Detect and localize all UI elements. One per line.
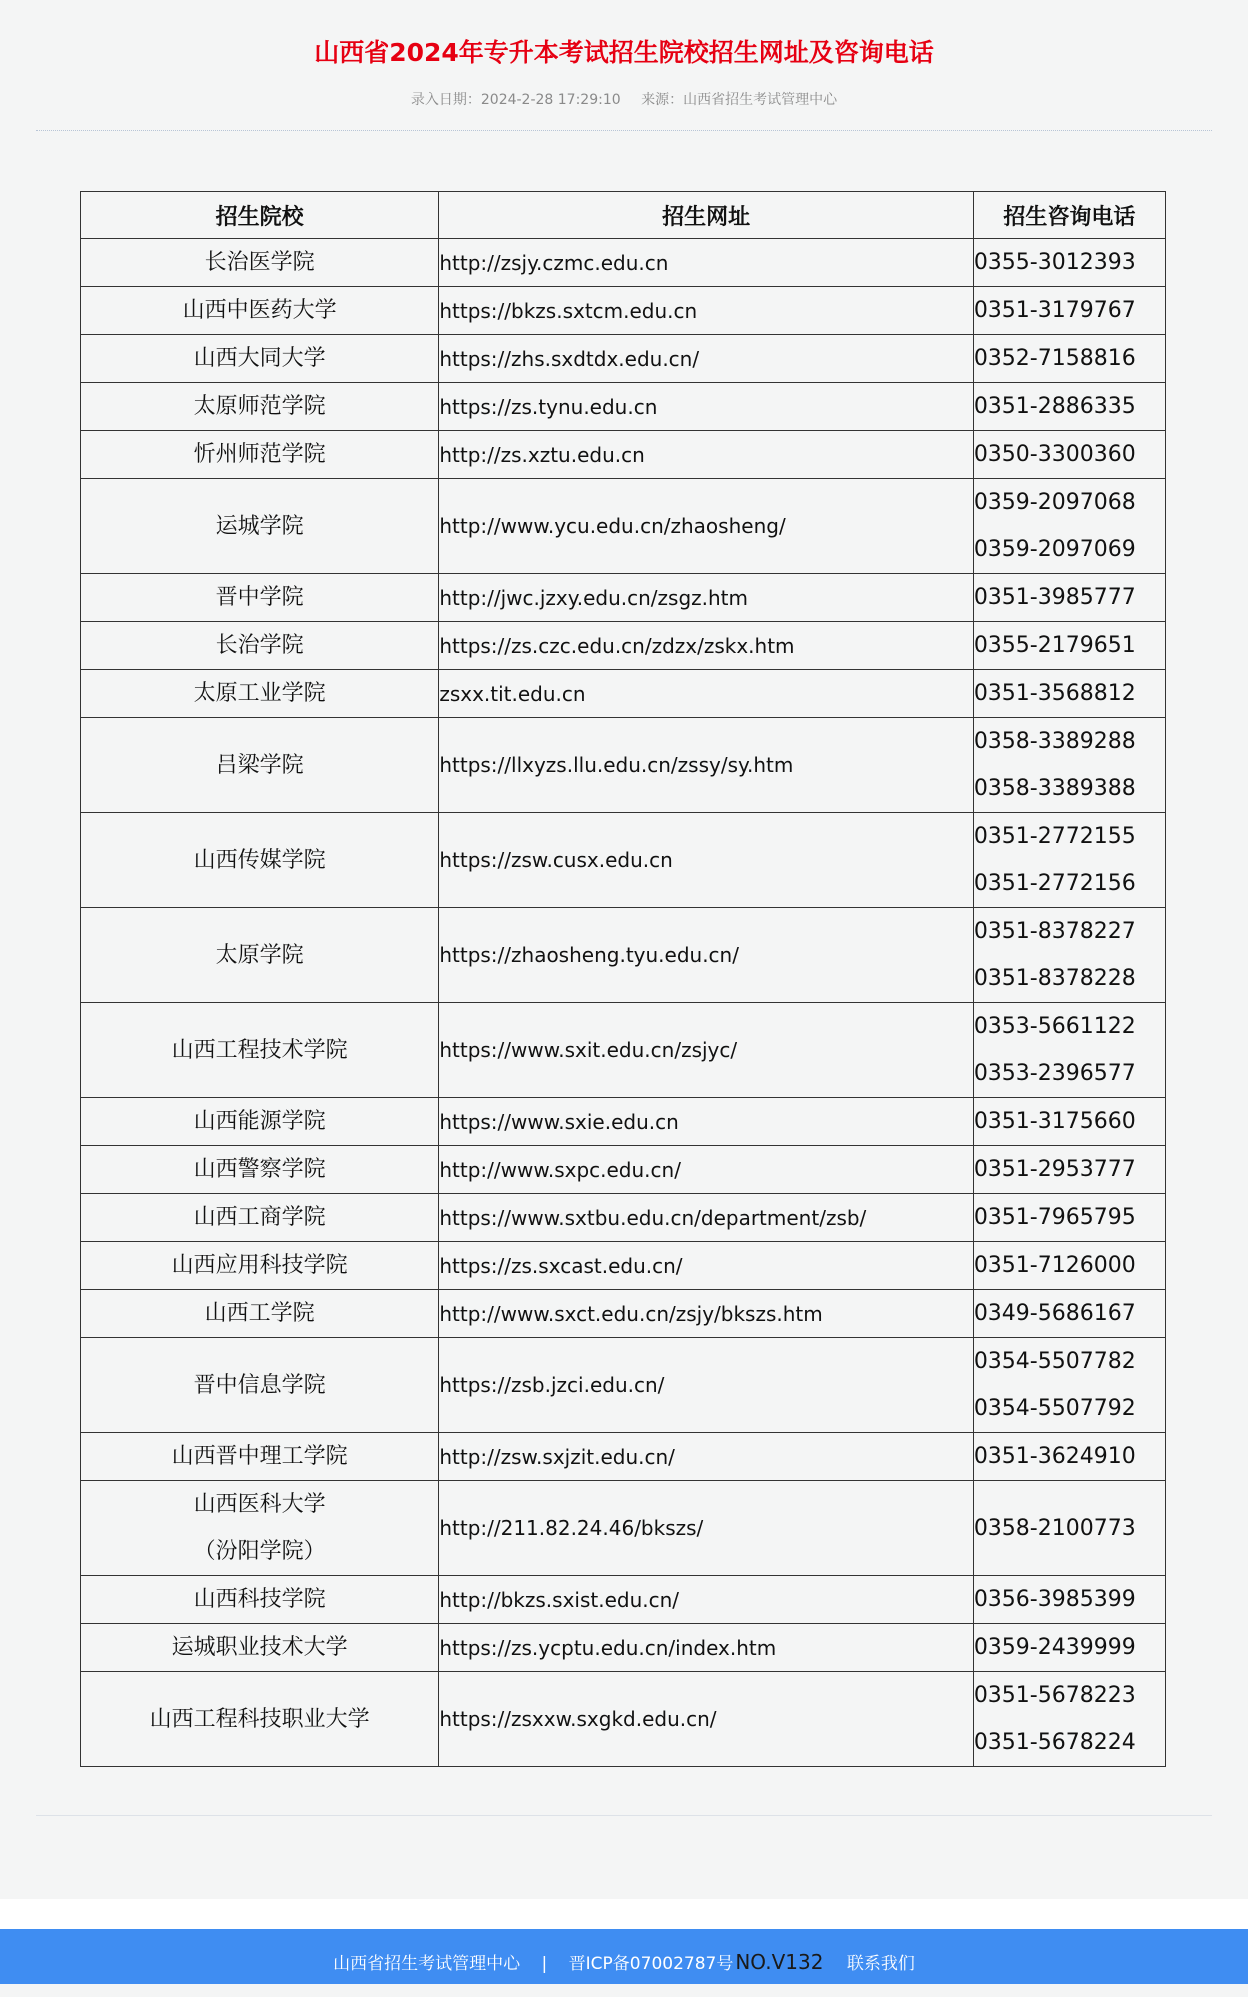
school-name: （汾阳学院）: [193, 1539, 326, 1564]
table-row: [81, 1338, 1166, 1433]
table-body: [81, 239, 1166, 1767]
table-row: [81, 1242, 1166, 1290]
school-url-cell: [439, 1338, 973, 1433]
school-phone-cell: [973, 1242, 1165, 1290]
school-url-cell: [439, 239, 973, 287]
table-row: [81, 1098, 1166, 1146]
school-phone-cell: [973, 1098, 1165, 1146]
school-name: 山西科技学院: [193, 1587, 326, 1612]
school-name-cell: [81, 1290, 439, 1338]
school-name-cell: [81, 287, 439, 335]
school-url-cell: [439, 1194, 973, 1242]
phone-number: 0351-3624910: [973, 1444, 1136, 1469]
footer-icp-link[interactable]: 晋ICP备07002787号: [568, 1954, 734, 1974]
school-name: 晋中学院: [215, 585, 304, 610]
table-row: [81, 574, 1166, 622]
school-url-link[interactable]: https://zhaosheng.tyu.edu.cn/: [439, 943, 739, 967]
footer-org: 山西省招生考试管理中心: [333, 1954, 521, 1974]
school-phone-cell: [973, 1290, 1165, 1338]
phone-number: 0354-5507782: [973, 1349, 1136, 1374]
table-row: [81, 1003, 1166, 1098]
phone-number: 0356-3985399: [973, 1587, 1136, 1612]
school-url-link[interactable]: https://llxyzs.llu.edu.cn/zssy/sy.htm: [439, 753, 794, 777]
school-name-cell: [81, 1194, 439, 1242]
school-name-cell: [81, 670, 439, 718]
school-phone-cell: [973, 1672, 1165, 1767]
school-phone-cell: [973, 1481, 1165, 1576]
school-phone-cell: [973, 287, 1165, 335]
school-name-cell: [81, 1672, 439, 1767]
phone-number: 0353-5661122: [973, 1014, 1136, 1039]
school-url-cell: [439, 1481, 973, 1576]
school-url-link[interactable]: http://zsjy.czmc.edu.cn: [439, 250, 669, 275]
school-url-cell: [439, 813, 973, 908]
school-name: 山西大同大学: [193, 346, 326, 371]
page-title: 山西省2024年专升本考试招生院校招生网址及咨询电话: [314, 38, 934, 67]
school-name: 太原学院: [215, 942, 304, 968]
school-name: 太原师范学院: [193, 394, 326, 419]
phone-number: 0351-3179767: [973, 298, 1136, 323]
school-name-cell: [81, 622, 439, 670]
school-name: 忻州师范学院: [193, 442, 326, 467]
source-label: 来源：: [641, 92, 684, 108]
phone-number: 0355-3012393: [973, 250, 1136, 275]
phone-number: 0351-8378228: [973, 966, 1136, 991]
table-row: [81, 431, 1166, 479]
school-url-cell: [439, 335, 973, 383]
school-phone-cell: [973, 335, 1165, 383]
table-row: [81, 383, 1166, 431]
school-name-cell: [81, 1481, 439, 1576]
footer-contact-link[interactable]: 联系我们: [846, 1954, 915, 1974]
phone-number: 0358-3389288: [973, 729, 1136, 754]
school-name-cell: [81, 239, 439, 287]
phone-number: 0351-2886335: [973, 394, 1136, 419]
source-value: 山西省招生考试管理中心: [683, 92, 838, 108]
school-url-cell: [439, 670, 973, 718]
school-name-cell: [81, 431, 439, 479]
phone-number: 0359-2097068: [973, 490, 1136, 515]
school-url-cell: [439, 383, 973, 431]
header-school: 招生院校: [81, 192, 439, 239]
school-name-cell: [81, 1003, 439, 1098]
school-name: 长治医学院: [204, 250, 315, 275]
school-url-link[interactable]: https://www.sxit.edu.cn/zsjyc/: [439, 1038, 738, 1062]
school-url-cell: [439, 1146, 973, 1194]
school-phone-cell: [973, 1433, 1165, 1481]
table-row: [81, 622, 1166, 670]
schools-table: [80, 191, 1166, 1767]
school-url-cell: [439, 622, 973, 670]
school-url-cell: [439, 574, 973, 622]
school-name: 太原工业学院: [193, 681, 326, 706]
school-phone-cell: [973, 670, 1165, 718]
phone-number: 0354-5507792: [973, 1396, 1136, 1421]
phone-number: 0349-5686167: [973, 1301, 1136, 1326]
school-name: 山西工程技术学院: [171, 1037, 348, 1063]
school-name-cell: [81, 1146, 439, 1194]
phone-number: 0358-3389388: [973, 776, 1136, 801]
school-name: 山西工程科技职业大学: [149, 1706, 370, 1732]
school-url-link[interactable]: https://zs.ycptu.edu.cn/index.htm: [439, 1635, 777, 1660]
school-name: 山西晋中理工学院: [171, 1444, 348, 1469]
school-url-cell: [439, 1242, 973, 1290]
table-row: [81, 479, 1166, 574]
article-meta: [0, 89, 1248, 109]
school-phone-cell: [973, 431, 1165, 479]
school-url-link[interactable]: http://jwc.jzxy.edu.cn/zsgz.htm: [439, 585, 749, 610]
school-name-cell: [81, 908, 439, 1003]
phone-number: 0351-2953777: [973, 1157, 1136, 1182]
table-row: [81, 1290, 1166, 1338]
table-row: [81, 1576, 1166, 1624]
school-name: 晋中信息学院: [193, 1372, 326, 1398]
phone-number: 0350-3300360: [973, 442, 1136, 467]
table-row: [81, 1433, 1166, 1481]
school-phone-cell: [973, 908, 1165, 1003]
title-divider: [36, 130, 1212, 131]
phone-number: 0352-7158816: [973, 346, 1136, 371]
school-url-cell: [439, 1433, 973, 1481]
school-name-cell: [81, 1242, 439, 1290]
date-field: [411, 92, 621, 108]
school-phone-cell: [973, 622, 1165, 670]
school-name: 运城学院: [215, 513, 304, 539]
school-name-cell: [81, 718, 439, 813]
table-row: [81, 813, 1166, 908]
school-name: 山西应用科技学院: [171, 1253, 348, 1278]
school-phone-cell: [973, 813, 1165, 908]
header-url: 招生网址: [439, 192, 973, 239]
school-name-cell: [81, 574, 439, 622]
footer-version: NO.V132: [735, 1950, 824, 1974]
phone-number: 0351-3568812: [973, 681, 1136, 706]
phone-number: 0351-7126000: [973, 1253, 1136, 1278]
school-url-cell: [439, 1576, 973, 1624]
school-url-cell: [439, 718, 973, 813]
school-name: 运城职业技术大学: [171, 1635, 348, 1660]
school-name: 长治学院: [215, 633, 304, 658]
school-phone-cell: [973, 718, 1165, 813]
school-url-link[interactable]: http://www.sxpc.edu.cn/: [439, 1157, 681, 1182]
school-url-cell: [439, 1098, 973, 1146]
school-url-link[interactable]: http://www.sxct.edu.cn/zsjy/bkszs.htm: [439, 1301, 823, 1326]
phone-number: 0355-2179651: [973, 633, 1136, 658]
school-phone-cell: [973, 1338, 1165, 1433]
school-url-link[interactable]: http://zs.xztu.edu.cn: [439, 442, 645, 467]
phone-number: 0351-2772156: [973, 871, 1136, 896]
school-name: 山西能源学院: [193, 1109, 326, 1134]
school-name-cell: [81, 1624, 439, 1672]
date-value: 2024-2-28 17:29:10: [480, 92, 621, 108]
phone-number: 0359-2097069: [973, 537, 1136, 562]
school-url-link[interactable]: https://zs.tynu.edu.cn: [439, 394, 658, 419]
school-url-link[interactable]: http://www.ycu.edu.cn/zhaosheng/: [439, 514, 786, 538]
source-field: [641, 92, 837, 108]
table-row: [81, 718, 1166, 813]
school-name: 山西警察学院: [193, 1157, 326, 1182]
phone-number: 0359-2439999: [973, 1635, 1136, 1660]
school-url-link[interactable]: https://zs.czc.edu.cn/zdzx/zskx.htm: [439, 633, 795, 658]
school-phone-cell: [973, 1576, 1165, 1624]
phone-number: 0351-2772155: [973, 824, 1136, 849]
school-phone-cell: [973, 383, 1165, 431]
school-url-cell: [439, 1672, 973, 1767]
school-name-cell: [81, 1433, 439, 1481]
table-row: [81, 908, 1166, 1003]
school-phone-cell: [973, 239, 1165, 287]
school-url-link[interactable]: https://www.sxie.edu.cn: [439, 1109, 679, 1134]
school-url-cell: [439, 1003, 973, 1098]
phone-number: 0353-2396577: [973, 1061, 1136, 1086]
school-name: 山西医科大学: [193, 1492, 326, 1517]
school-name: 山西中医药大学: [182, 298, 337, 323]
header-phone: 招生咨询电话: [973, 192, 1165, 239]
phone-number: 0358-2100773: [973, 1515, 1136, 1541]
school-name-cell: [81, 1576, 439, 1624]
phone-number: 0351-8378227: [973, 919, 1136, 944]
school-phone-cell: [973, 1624, 1165, 1672]
school-name-cell: [81, 335, 439, 383]
school-url-link[interactable]: http://zsw.sxjzit.edu.cn/: [439, 1444, 675, 1469]
school-name-cell: [81, 383, 439, 431]
footer-spacer: [0, 1899, 1248, 1929]
phone-number: 0351-5678224: [973, 1730, 1136, 1755]
school-url-link[interactable]: https://zhs.sxdtdx.edu.cn/: [439, 346, 700, 371]
school-name: 山西传媒学院: [193, 847, 326, 873]
table-row: [81, 1146, 1166, 1194]
school-url-link[interactable]: https://bkzs.sxtcm.edu.cn: [439, 298, 698, 323]
school-url-link[interactable]: http://211.82.24.46/bkszs/: [439, 1516, 704, 1540]
school-name: 吕梁学院: [215, 752, 304, 778]
school-url-link[interactable]: https://zsw.cusx.edu.cn: [439, 848, 673, 872]
school-url-link[interactable]: https://www.sxtbu.edu.cn/department/zsb/: [439, 1205, 867, 1230]
school-url-cell: [439, 1624, 973, 1672]
content-divider: [36, 1815, 1212, 1816]
school-url-cell: [439, 479, 973, 574]
school-name: 山西工学院: [204, 1301, 315, 1326]
table-header-row: [81, 192, 1166, 239]
school-url-cell: [439, 287, 973, 335]
table-row: [81, 239, 1166, 287]
phone-number: 0351-3175660: [973, 1109, 1136, 1134]
school-url-cell: [439, 431, 973, 479]
school-url-link[interactable]: https://zs.sxcast.edu.cn/: [439, 1253, 683, 1278]
school-phone-cell: [973, 479, 1165, 574]
phone-number: 0351-3985777: [973, 585, 1136, 610]
school-url-link[interactable]: https://zsxxw.sxgkd.edu.cn/: [439, 1707, 717, 1731]
school-url-cell: [439, 1290, 973, 1338]
school-url-cell: [439, 908, 973, 1003]
phone-number: 0351-5678223: [973, 1683, 1136, 1708]
table-row: [81, 670, 1166, 718]
school-name-cell: [81, 1098, 439, 1146]
table-row: [81, 335, 1166, 383]
date-label: 录入日期：: [410, 92, 481, 108]
school-url-link[interactable]: zsxx.tit.edu.cn: [439, 681, 586, 706]
table-row: [81, 1624, 1166, 1672]
school-name-cell: [81, 1338, 439, 1433]
school-name-cell: [81, 813, 439, 908]
school-phone-cell: [973, 574, 1165, 622]
school-phone-cell: [973, 1003, 1165, 1098]
phone-number: 0351-7965795: [973, 1205, 1136, 1230]
school-url-link[interactable]: https://zsb.jzci.edu.cn/: [439, 1373, 665, 1397]
table-row: [81, 1672, 1166, 1767]
footer: [0, 1929, 1248, 1984]
table-row: [81, 287, 1166, 335]
school-url-link[interactable]: http://bkzs.sxist.edu.cn/: [439, 1587, 680, 1612]
table-row: [81, 1481, 1166, 1576]
school-name: 山西工商学院: [193, 1205, 326, 1230]
school-phone-cell: [973, 1194, 1165, 1242]
school-name-cell: [81, 479, 439, 574]
school-phone-cell: [973, 1146, 1165, 1194]
table-row: [81, 1194, 1166, 1242]
footer-divider: |: [541, 1954, 548, 1974]
